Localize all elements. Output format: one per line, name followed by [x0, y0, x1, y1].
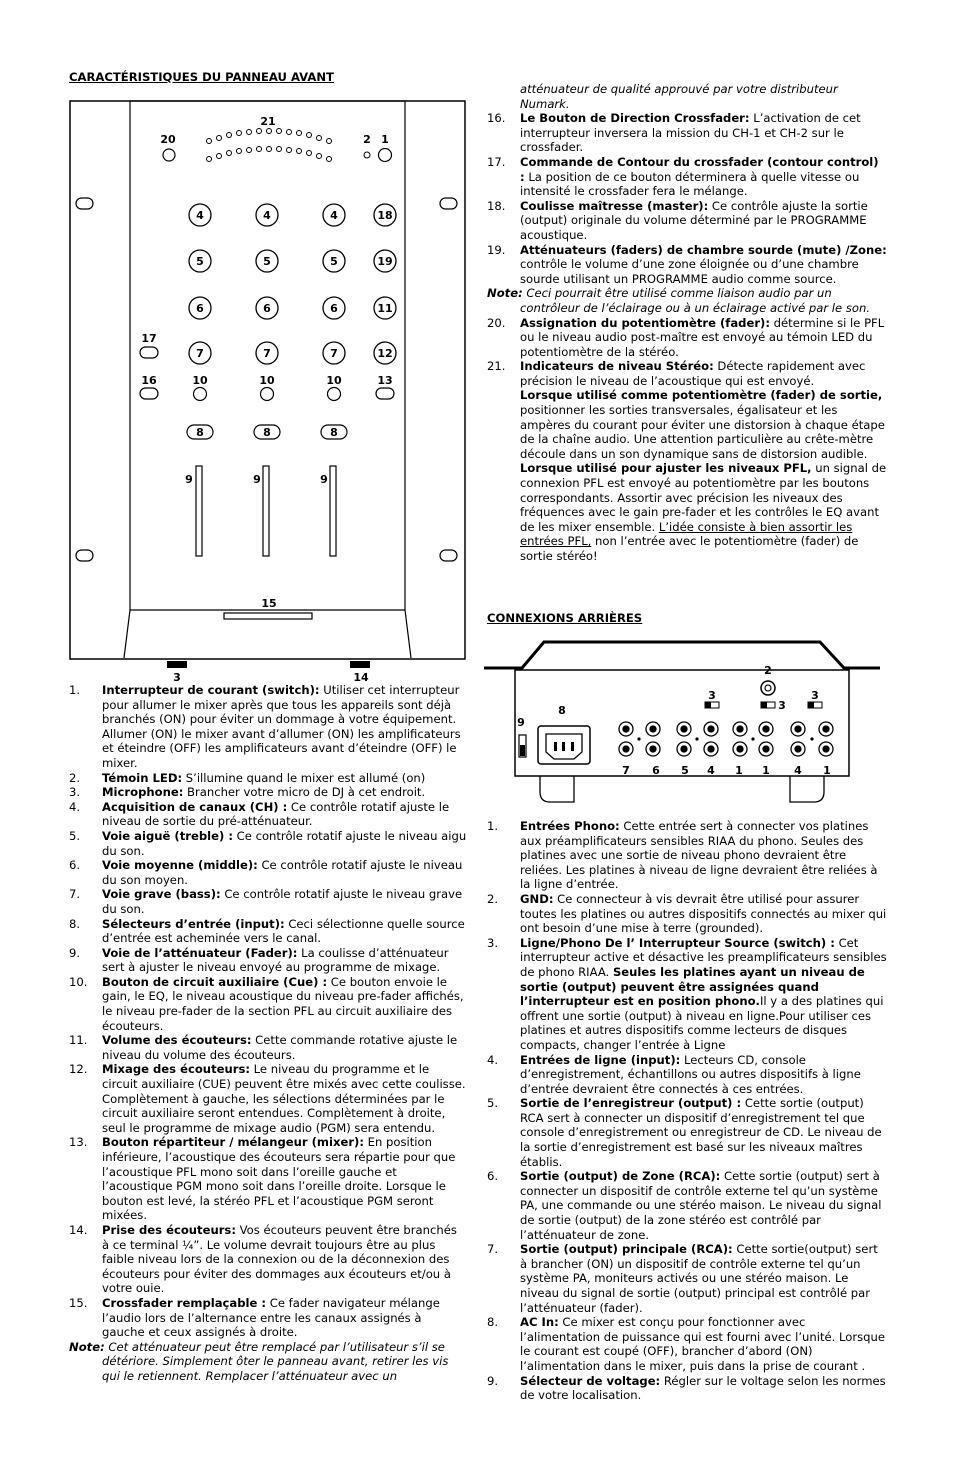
label-7: 7 — [196, 347, 204, 360]
label-15: 15 — [261, 597, 277, 610]
list-item: 12. Mixage des écouteurs: Le niveau du programme et le circuit auxiliaire (CUE) peuvent être mixés avec cette coulisse. Complètement à gauche, les sélections déterminées par le circuit auxiliaire seront entendues. Complètement à droite, seul le programme de mixage audio (PGM) sera entendu. — [69, 1062, 466, 1135]
label-8: 8 — [263, 426, 271, 439]
zone-note: Note: Ceci pourrait être utilisé comme liaison audio par un contrôleur de l’éclairage ou à un éclairage activé par le son. — [487, 286, 871, 315]
list-item: 13. Bouton répartiteur / mélangeur (mixer): En position inférieure, l’acoustique des écouteurs sera répartie pour que l’acoustique PFL mono soit dans l’oreille gauche et l’acoustique PGM mono soit dans l’oreille droite. Lorsque le bouton est levé, la stéréo PFL et l’acoustique PGM seront mixées. — [69, 1135, 456, 1223]
foot — [540, 776, 574, 802]
list-item: 3. Ligne/Phono De l’ Interrupteur Source (switch) : Cet interrupteur active et désactive les preamplificateurs sensibles de phono RIAA. Seules les platines ayant un niveau de sortie (output) peuvent être assignées quand l’interrupteur est en position phono.Il y a des platines qui offrent une sortie (output) à niveau en ligne.Pour utiliser ces platines et autres dispositifs comme lecteurs de disques compacts, changer l’entrée à Ligne — [487, 935, 887, 1052]
label-17: 17 — [141, 332, 157, 345]
list-item: 8. Sélecteurs d’entrée (input): Ceci sélectionne quelle source d’entrée est acheminée vers le canal. — [69, 916, 465, 946]
list-item: 11. Volume des écouteurs: Cette commande rotative ajuste le niveau du volume des écouteurs. — [69, 1033, 458, 1062]
list-item: 21. Indicateurs de niveau Stéréo: Détecte rapidement avec précision le niveau de l’acoustique qui est envoyé. Lorsque utilisé comme potentiomètre (fader) de sortie, positionner les sorties transversales, égalisateur et les ampères du courant pour éviter une distorsion à chaque étape de la chaîne audio. Une attention particulière au crête-mètre découle dans un son dynamique sans de distorsion audible. Lorsque utilisé pour ajuster les niveaux PFL, un signal de connexion PFL est envoyé au potentiomètre par les boutons correspondants. Assortir avec précision les niveaux des fréquences avec le gain pre-fader et les contrôles le EQ avant de les mixer ensemble. L’idée consiste à bien assortir les entrées PFL, non l’entrée avec le potentiomètre (fader) de sortie stéréo! — [487, 359, 887, 563]
front-items-c — [487, 316, 887, 564]
list-item: 18. Coulisse maîtresse (master): Ce contrôle ajuste la sortie (output) originale du volume déterminé par le PROGRAMME acoustique. — [487, 198, 868, 242]
rear-label-3: 3 — [708, 689, 716, 702]
list-item: 2. GND: Ce connecteur à vis devrait être utilisé pour assurer toutes les platines ou autres dispositifs connectés au mixer qui ont besoin d’une mise à terre (grounded). — [487, 891, 887, 936]
label-6: 6 — [196, 302, 204, 315]
rear-label-3: 3 — [811, 689, 819, 702]
list-item: 10. Bouton de circuit auxiliaire (Cue) : Ce bouton envoie le gain, le EQ, le niveau acoustique du niveau pre-fader affichés, le niveau pre-fader de la section PFL au circuit auxiliaire des écouteurs. — [69, 974, 464, 1033]
label-13: 13 — [377, 374, 393, 387]
crossfader-note: Note: Cet atténuateur peut être remplacé par l’utilisateur s’il se détériore. Simplement ôter le panneau avant, retirer les vis qui le retiennent. Remplacer l’atténuateur avec un — [69, 1339, 449, 1383]
rear-list — [487, 819, 887, 1403]
label-7: 7 — [263, 347, 271, 360]
list-item: 5. Voie aiguë (treble) : Ce contrôle rotatif ajuste le niveau aigu du son. — [69, 828, 467, 858]
label-10: 10 — [192, 374, 208, 387]
list-item: 2. Témoin LED: S’illumine quand le mixer est allumé (on) — [69, 770, 426, 785]
rear-label-8: 8 — [558, 704, 566, 717]
label-4: 4 — [263, 209, 271, 222]
list-item: 8. AC In: Ce mixer est conçu pour fonctionner avec l’alimentation de puissance qui est fourni avec l’unité. Lorsque le courant est coupé (OFF), brancher d’abord (ON) l’alimentation dans le mixer, puis dans la prise de courant . — [487, 1315, 885, 1373]
right-column — [487, 82, 887, 564]
list-item: 6. Voie moyenne (middle): Ce contrôle rotatif ajuste le niveau du son moyen. — [69, 858, 463, 887]
rear-panel-diagram — [482, 640, 882, 808]
label-1: 1 — [381, 133, 389, 146]
label-4: 4 — [330, 209, 338, 222]
label-18: 18 — [377, 209, 393, 222]
label-6: 6 — [330, 302, 338, 315]
mic-jack — [167, 661, 187, 668]
label-16: 16 — [141, 374, 157, 387]
label-7: 7 — [330, 347, 338, 360]
front-panel-diagram — [69, 100, 469, 685]
rear-label-1: 1 — [823, 764, 831, 777]
list-item: 1. Entrées Phono: Cette entrée sert à connecter vos platines aux préamplificateurs sensibles RIAA du phono. Seules des platines avec une sortie de niveau phono devraient être reliées. Les platines à niveau de ligne devraient être reliées à la ligne d’entrée. — [487, 819, 878, 892]
crossfader-note-continued: atténuateur de qualité approuvé par votre distributeur Numark. — [520, 82, 838, 111]
left-column — [69, 70, 467, 85]
list-item: 3. Microphone: Brancher votre micro de DJ à cet endroit. — [69, 785, 426, 800]
label-10: 10 — [326, 374, 342, 387]
front-items — [69, 683, 467, 1340]
rear-heading-wrap — [487, 611, 887, 626]
list-item: 17. Commande de Contour du crossfader (contour control) : La position de ce bouton déterminera à quelle vitesse ou intensité le crossfader fera le mélange. — [487, 154, 879, 199]
rear-label-1: 1 — [762, 764, 770, 777]
voltage-selector-knob — [520, 745, 525, 756]
list-item: 7. Voie grave (bass): Ce contrôle rotatif ajuste le niveau grave du son. — [69, 887, 463, 916]
list-item: 16. Le Bouton de Direction Crossfader: L’activation de cet interrupteur inversera la mission du CH-1 et CH-2 sur le crossfader. — [487, 111, 861, 155]
label-8: 8 — [330, 426, 338, 439]
list-item: 14. Prise des écouteurs: Vos écouteurs peuvent être branchés à ce terminal ¼”. Le volume devrait toujours être au plus faible niveau lors de la connexion ou de la déconnexion des écouteurs pour éviter des dommages aux écouteurs et/ou à votre ouie. — [69, 1222, 457, 1296]
label-9: 9 — [253, 473, 261, 486]
rear-label-7: 7 — [622, 764, 630, 777]
rear-label-4: 4 — [707, 764, 715, 777]
rear-label-9: 9 — [517, 716, 525, 729]
list-item: 4. Acquisition de canaux (CH) : Ce contrôle rotatif ajuste le niveau de sortie du pré-atténuateur. — [69, 799, 450, 829]
rear-label-6: 6 — [652, 764, 660, 777]
label-9: 9 — [185, 473, 193, 486]
list-item: 9. Sélecteur de voltage: Régler sur le voltage selon les normes de votre localisation. — [487, 1373, 886, 1403]
rear-items — [487, 819, 887, 1403]
list-item: 6. Sortie (output) de Zone (RCA): Cette sortie (output) sert à connecter un dispositif de contrôle externe tel qu’un système PA, une commande ou une stéréo maison. Le niveau du signal de sortie (output) de la zone stéréo est contrôlé par l’atténuateur de zone. — [487, 1169, 882, 1242]
list-item: 15. Crossfader remplaçable : Ce fader navigateur mélange l’audio lors de l’alternance entre les canaux assignés à gauche et ceux assignés à droite. — [69, 1295, 440, 1340]
list-item: 19. Atténuateurs (faders) de chambre sourde (mute) /Zone: contrôle le volume d’une zone éloignée ou d’une chambre sourde utilisant un PROGRAMME audio comme source. — [487, 242, 887, 286]
label-9: 9 — [320, 473, 328, 486]
label-4: 4 — [196, 209, 204, 222]
label-5: 5 — [196, 255, 204, 268]
label-6: 6 — [263, 302, 271, 315]
rear-label-2: 2 — [764, 664, 772, 677]
front-items-b — [487, 111, 887, 286]
label-14: 14 — [353, 671, 369, 684]
label-11: 11 — [377, 302, 393, 315]
front-panel-heading: CARACTÉRISTIQUES DU PANNEAU AVANT — [69, 70, 334, 84]
label-19: 19 — [377, 255, 393, 268]
label-21: 21 — [260, 115, 276, 128]
rear-label-1: 1 — [735, 764, 743, 777]
foot — [790, 776, 824, 802]
label-5: 5 — [330, 255, 338, 268]
list-item: 1. Interrupteur de courant (switch): Utiliser cet interrupteur pour allumer le mixer après que tous les appareils sont déjà branchés (ON) pour éviter un dommage à votre équipement. Allumer (ON) le mixer avant d’allumer (ON) les amplificateurs et éteindre (OFF) les amplificateurs avant d’éteindre (OFF) le mixer. — [69, 683, 461, 770]
rear-label-3: 3 — [778, 699, 786, 712]
list-item: 7. Sortie (output) principale (RCA): Cette sortie(output) sert à brancher (ON) un dispositif de contrôle externe tel qu’un système PA, moniteurs activés ou une stéréo maison. Le niveau du signal de sortie (output) principal est contrôlé par l’atténuateur (fader). — [487, 1242, 878, 1315]
label-3: 3 — [173, 671, 181, 684]
rear-label-4: 4 — [794, 764, 802, 777]
rear-chassis — [515, 670, 849, 776]
rear-label-5: 5 — [681, 764, 689, 777]
headphone-jack — [350, 661, 370, 668]
front-panel-list — [69, 683, 467, 1384]
label-5: 5 — [263, 255, 271, 268]
label-12: 12 — [377, 347, 393, 360]
list-item: 4. Entrées de ligne (input): Lecteurs CD, console d’enregistrement, échantillons ou autres dispositifs à ligne d’entrée devraient être connectés à ces entrées. — [487, 1052, 861, 1096]
list-item: 20. Assignation du potentiomètre (fader): détermine si le PFL ou le niveau audio post-maître est envoyé au témoin LED du potentiomètre de la stéréo. — [487, 315, 885, 359]
label-8: 8 — [196, 426, 204, 439]
list-item: 9. Voie de l’atténuateur (Fader): La coulisse d’atténuateur sert à ajuster le niveau envoyé au programme de mixage. — [69, 945, 449, 975]
list-item: 5. Sortie de l’enregistreur (output) : Cette sortie (output) RCA sert à connecter un dispositif d’enregistrement tel que console d’enregistrement ou enregistreur de CD. Le niveau de la sortie d’enregistrement est basé sur les niveaux maîtres établis. — [487, 1096, 882, 1169]
label-2: 2 — [363, 133, 371, 146]
label-20: 20 — [160, 133, 176, 146]
rear-heading: CONNEXIONS ARRIÈRES — [487, 611, 643, 625]
label-10: 10 — [259, 374, 275, 387]
